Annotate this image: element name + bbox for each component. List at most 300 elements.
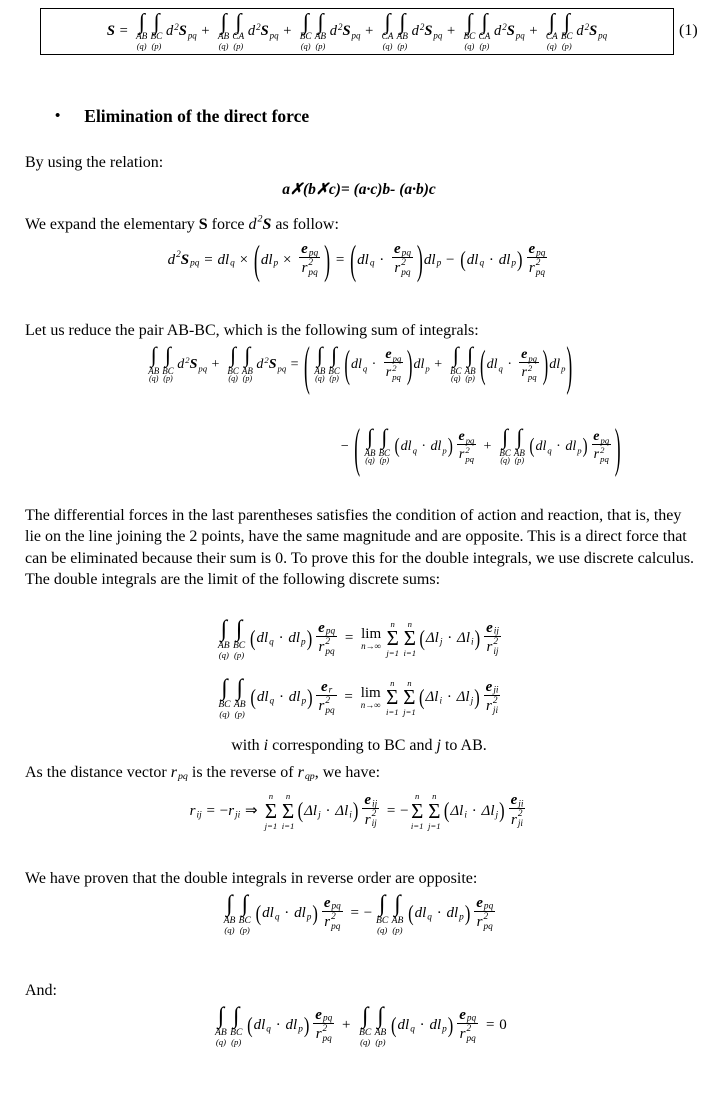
math-double-integral	[545, 9, 573, 51]
math-scripted	[511, 810, 523, 830]
math-italic: d	[493, 22, 502, 39]
math-integral-sublabel: (p)	[234, 708, 245, 719]
math-scripted	[190, 803, 202, 820]
math-italic: r	[189, 802, 196, 819]
integral-icon: ∫	[452, 343, 459, 367]
math-integral-column	[148, 343, 160, 384]
math-text: −	[400, 802, 409, 819]
math-bold-italic: e	[510, 792, 518, 809]
math-italic: Δl	[450, 802, 464, 819]
math-subscript: ij	[493, 646, 499, 657]
math-fraction	[483, 680, 500, 717]
integral-icon: ∫	[563, 9, 570, 34]
math-denominator	[316, 695, 337, 717]
math-subscript: q	[427, 912, 432, 923]
math-subscript: i	[349, 810, 352, 821]
math-scripts	[318, 811, 321, 821]
math-integral-sublabel: (q)	[500, 456, 510, 466]
math-scripts	[308, 259, 317, 279]
math-subscript: j	[318, 810, 321, 821]
math-paren-content	[467, 252, 516, 269]
math-integral-sublabel: (q)	[464, 41, 475, 51]
math-base	[511, 813, 517, 828]
math-integral-sublabel: (q)	[451, 374, 461, 384]
math-subscript: pq	[598, 30, 608, 41]
math-integral-label: AB	[391, 914, 404, 926]
math-superscript: 2	[466, 1023, 472, 1034]
math-base	[316, 1027, 322, 1042]
math-integral-column	[364, 425, 376, 466]
math-double-integral	[499, 425, 525, 466]
close-paren-icon: )	[306, 624, 313, 651]
integral-icon: ∫	[317, 9, 324, 34]
integral-icon: ∫	[150, 343, 157, 367]
math-base	[450, 803, 463, 820]
math-integral-column	[396, 9, 408, 51]
math-subscript: q	[274, 912, 280, 923]
paragraph-and: And:	[25, 982, 57, 999]
math-subscript: p	[577, 445, 582, 456]
math-sum-upper: n	[285, 791, 291, 801]
math-sum-lower: i=1	[385, 707, 399, 718]
math-subscript: p	[425, 363, 430, 374]
math-base	[521, 366, 526, 380]
math-base	[529, 261, 535, 276]
math-base	[324, 896, 331, 911]
math-scripts	[467, 1015, 476, 1025]
math-subscript: j	[495, 810, 499, 821]
math-italic: dl	[498, 251, 511, 268]
math-fraction	[316, 680, 337, 717]
math-bold-italic: S	[260, 22, 269, 39]
math-parenthesized	[394, 434, 454, 458]
math-integral-sublabel: (p)	[233, 41, 244, 51]
math-scripted	[318, 621, 335, 636]
math-base	[477, 915, 483, 930]
math-integral-label: AB	[233, 698, 246, 710]
math-bold-italic: e	[320, 678, 328, 695]
math-paren-content	[262, 905, 311, 922]
math-integral-column	[328, 343, 340, 384]
math-bold-italic: S	[178, 22, 187, 39]
math-italic: j	[436, 737, 441, 754]
math-base	[228, 803, 234, 820]
math-integral-label: AB	[217, 639, 230, 651]
math-bold-italic: S	[262, 216, 272, 233]
math-denominator	[509, 808, 526, 830]
math-subscript: pq	[331, 902, 341, 913]
math-integral-sublabel: (p)	[315, 41, 326, 51]
sigma-icon: Σ	[281, 798, 295, 823]
math-numerator	[383, 348, 403, 362]
math-subscript: pq	[198, 363, 208, 374]
math-italic: dl	[397, 1017, 410, 1034]
math-superscript: 2	[492, 695, 498, 706]
math-integral-sublabel: (q)	[228, 374, 238, 384]
math-integral-label: AB	[223, 914, 236, 926]
math-operator: ·	[379, 251, 385, 268]
math-text: , we have:	[314, 764, 381, 781]
math-integral-sublabel: (p)	[329, 374, 339, 384]
paragraph-relation: By using the relation:	[25, 154, 164, 171]
math-summation	[282, 792, 295, 831]
math-italic: d	[411, 22, 419, 39]
math-scripts	[188, 31, 197, 40]
math-bold-italic: e	[364, 792, 371, 809]
math-scripts	[439, 698, 442, 708]
math-scripts	[536, 259, 545, 279]
math-integral-column	[223, 891, 236, 935]
math-base	[535, 439, 546, 455]
close-paren-icon: )	[307, 683, 313, 710]
math-scripts	[352, 31, 361, 40]
math-integral-label: AB	[148, 365, 160, 376]
math-sum-upper: n	[390, 618, 395, 629]
math-scripted	[459, 430, 475, 444]
math-operator: +	[447, 22, 456, 39]
math-base	[426, 630, 439, 647]
math-italic: r	[394, 260, 401, 277]
math-integral-column	[391, 891, 404, 935]
math-subscript: pq	[433, 30, 443, 41]
math-scripted	[324, 913, 340, 933]
math-italic: dl	[256, 689, 269, 706]
math-base	[315, 1008, 322, 1023]
math-scripted	[429, 1017, 446, 1034]
math-italic: r	[521, 364, 527, 380]
math-scripts	[516, 31, 525, 40]
math-scripted	[357, 252, 374, 269]
integral-icon: ∫	[226, 891, 233, 917]
math-superscript: 2	[401, 258, 406, 268]
math-base	[257, 689, 269, 706]
sigma-icon: Σ	[264, 798, 278, 823]
math-italic: dl	[446, 905, 459, 922]
math-italic: r	[318, 639, 325, 656]
math-scripts	[174, 23, 179, 32]
integral-icon: ∫	[502, 425, 509, 449]
math-scripted	[401, 439, 417, 455]
math-italic: r	[593, 446, 600, 462]
math-denominator	[474, 911, 495, 933]
integral-icon: ∫	[384, 9, 391, 34]
math-parenthesized	[528, 434, 588, 458]
math-scripted	[450, 803, 467, 820]
math-italic: d	[167, 251, 176, 268]
math-parenthesized	[353, 415, 621, 478]
math-scripted	[254, 1017, 271, 1034]
math-scripted	[529, 259, 545, 279]
math-denominator	[457, 444, 476, 464]
math-denominator	[316, 636, 337, 658]
math-integral-sublabel: (q)	[219, 708, 230, 719]
open-paren-icon: (	[253, 236, 260, 283]
math-integral-column	[230, 1003, 243, 1047]
close-paren-icon: )	[447, 1011, 454, 1038]
math-italic: dl	[429, 1017, 442, 1034]
math-integral-sublabel: (q)	[360, 1036, 371, 1047]
math-scripts	[275, 914, 280, 924]
math-subscript: ji	[518, 799, 524, 810]
math-italic: r	[318, 698, 325, 715]
math-denominator	[484, 636, 501, 658]
math-italic: dl	[486, 356, 498, 372]
math-numerator	[519, 348, 539, 362]
math-scripted	[535, 439, 551, 455]
math-subscript: p	[273, 259, 279, 270]
math-scripts	[420, 23, 425, 32]
math-integral-sublabel: (p)	[242, 374, 253, 384]
open-paren-icon: (	[418, 683, 425, 710]
math-italic: dl	[288, 630, 301, 647]
math-integral-label: CA	[545, 32, 558, 43]
sigma-icon: Σ	[403, 685, 416, 710]
math-bold-italic: e	[521, 346, 528, 362]
integral-icon: ∫	[233, 1003, 240, 1029]
math-paren-content	[450, 803, 498, 820]
sigma-icon: Σ	[403, 626, 416, 651]
math-double-integral	[227, 343, 253, 384]
integral-icon: ∫	[153, 9, 160, 34]
paragraph-differential: The differential forces in the last parentheses satisfies the condition of action and reaction, that is, they lie on the line joining the 2 points, have the same magnitude and are opposite. This is a direct force that can be eliminated because their sum is 0. To prove this for the double integrals, we use discrete calculus. The double integrals are the limit of the following discrete sums:	[25, 507, 695, 588]
math-text: As the distance vector	[25, 764, 171, 781]
math-base	[269, 357, 277, 373]
math-operator: ·	[556, 438, 561, 454]
math-summation	[386, 620, 399, 659]
math-integral-column	[217, 616, 230, 660]
math-scripted	[248, 23, 261, 40]
math-italic: dl	[549, 356, 561, 372]
math-limit-label: lim	[361, 625, 382, 642]
math-base	[549, 357, 560, 373]
math-scripted	[324, 896, 341, 911]
math-base	[459, 448, 464, 462]
math-subscript: pq	[465, 435, 475, 446]
math-integral-label: AB	[241, 365, 253, 376]
math-scripts	[410, 1026, 415, 1036]
math-scripts	[484, 903, 493, 913]
math-base	[415, 905, 427, 922]
math-subscript: pq	[392, 353, 402, 364]
math-fraction	[362, 793, 379, 830]
math-superscript: 2	[600, 444, 605, 455]
math-sum-lower: j=1	[386, 648, 399, 659]
math-integral-sublabel: (q)	[224, 924, 235, 935]
math-subscript: q	[369, 259, 375, 270]
math-integral-column	[359, 1003, 372, 1047]
math-subscript: r	[328, 686, 333, 697]
math-integral-label: CA	[232, 32, 245, 43]
math-scripts	[493, 697, 498, 717]
math-subscript: pq	[483, 902, 494, 913]
math-subscript: pq	[190, 259, 200, 270]
math-integral-label: BC	[162, 365, 174, 376]
math-subscript: pq	[528, 353, 537, 364]
math-integral-sublabel: (q)	[365, 456, 375, 466]
math-base	[413, 357, 424, 373]
math-paren-content	[254, 1017, 303, 1034]
math-subscript: i	[464, 810, 467, 821]
math-base	[217, 252, 229, 269]
math-integral-sublabel: (p)	[234, 649, 245, 660]
math-subscript: pq	[331, 921, 341, 932]
math-operator: +	[283, 22, 292, 39]
math-scripts	[401, 259, 410, 279]
math-base	[181, 252, 189, 269]
math-base	[335, 803, 348, 820]
math-denominator	[322, 911, 343, 933]
math-base	[594, 448, 599, 462]
math-operator: =	[335, 251, 345, 268]
math-integral-sublabel: (p)	[397, 41, 408, 51]
math-scripted	[342, 23, 360, 40]
math-base	[576, 23, 583, 40]
math-superscript: 2	[176, 250, 181, 261]
math-operator: ·	[371, 356, 377, 372]
math-subscript: qp	[304, 771, 315, 783]
math-subscript: pq	[325, 627, 336, 638]
open-paren-icon: (	[255, 899, 262, 926]
math-base	[486, 621, 493, 636]
math-scripted	[228, 803, 240, 820]
open-paren-icon: (	[354, 415, 361, 478]
math-operator: ·	[275, 1017, 281, 1034]
math-scripted	[364, 793, 377, 808]
math-base	[459, 1008, 466, 1023]
math-base	[476, 896, 483, 911]
equation-relation	[0, 181, 718, 199]
math-italic: r	[486, 698, 492, 715]
math-integral-column	[560, 9, 573, 51]
math-superscript: 2	[493, 636, 498, 647]
math-italic: dl	[357, 251, 369, 268]
math-base	[351, 357, 362, 373]
math-scripts	[402, 249, 411, 259]
math-sum-lower: j=1	[264, 820, 278, 831]
integral-icon: ∫	[235, 9, 242, 34]
math-scripted	[425, 689, 442, 706]
math-italic: dl	[350, 356, 362, 372]
math-scripted	[511, 793, 524, 808]
math-base	[364, 793, 371, 808]
math-superscript: 2	[465, 444, 470, 455]
integral-icon: ∫	[481, 9, 488, 34]
math-scripts	[338, 23, 343, 32]
math-fraction	[392, 242, 413, 279]
math-italic: dl	[535, 438, 547, 454]
math-operator: =	[119, 22, 128, 39]
math-numerator	[526, 242, 547, 257]
close-paren-icon: )	[474, 624, 481, 651]
open-paren-icon: (	[480, 342, 486, 387]
math-integral-column	[376, 891, 389, 935]
math-integral-sublabel: (q)	[148, 374, 159, 384]
math-base	[171, 762, 177, 783]
math-base	[321, 680, 328, 695]
math-scripted	[565, 439, 581, 455]
math-sum-upper: n	[407, 618, 412, 629]
math-subscript: q	[498, 363, 503, 374]
math-superscript: 2	[392, 362, 397, 373]
math-scripted	[269, 357, 286, 373]
math-integral-label: BC	[376, 914, 389, 926]
math-bold-italic: e	[486, 619, 493, 636]
math-scripts	[479, 260, 484, 270]
integral-icon: ∫	[516, 425, 523, 449]
math-scripted	[486, 680, 499, 695]
math-base	[459, 430, 465, 444]
math-integral-column	[232, 9, 245, 51]
math-base	[179, 23, 187, 40]
math-scripted	[286, 1017, 303, 1034]
math-superscript: 2	[337, 21, 343, 32]
math-double-integral	[463, 9, 491, 51]
math-operator: +	[201, 22, 210, 39]
integral-icon: ∫	[316, 343, 323, 367]
integral-icon: ∫	[236, 675, 243, 701]
math-scripts	[465, 446, 474, 464]
math-paren-content	[426, 630, 474, 647]
math-italic: dl	[262, 905, 274, 922]
math-scripts	[502, 23, 507, 32]
open-paren-icon: (	[247, 1011, 253, 1038]
math-subscript: pq	[392, 371, 401, 382]
open-paren-icon: (	[529, 434, 535, 458]
math-scripted	[262, 905, 279, 922]
math-scripted	[168, 252, 181, 269]
math-base	[431, 439, 442, 455]
math-italic: dl	[285, 1017, 298, 1034]
math-subscript: pq	[535, 267, 546, 278]
close-paren-icon: )	[303, 1011, 310, 1038]
math-integral-label: BC	[560, 32, 573, 43]
math-scripted	[335, 803, 352, 820]
math-integral-label: BC	[150, 32, 163, 43]
math-scripted	[319, 638, 335, 658]
math-subscript: j	[439, 637, 443, 648]
paragraph-proven: We have proven that the double integrals in reverse order are opposite:	[25, 870, 478, 887]
math-scripted	[315, 1008, 332, 1023]
math-bold-italic: e	[476, 894, 483, 911]
math-text: −	[219, 802, 229, 819]
math-sum-upper: n	[415, 791, 420, 801]
math-italic: dl	[256, 630, 269, 647]
math-scripts	[528, 354, 537, 363]
math-italic: r	[324, 914, 331, 931]
math-scripts	[601, 436, 610, 445]
math-italic: Δl	[457, 630, 471, 647]
math-denominator	[592, 444, 611, 464]
math-scripts	[464, 811, 467, 821]
math-integral-label: AB	[364, 447, 376, 458]
close-paren-icon: )	[464, 899, 471, 926]
math-scripted	[394, 259, 410, 279]
math-italic: r	[170, 764, 177, 781]
math-scripted	[457, 630, 474, 647]
math-scripted	[166, 23, 179, 40]
math-scripted	[261, 252, 278, 269]
math-italic: d	[247, 22, 256, 39]
math-subscript: p	[442, 445, 447, 456]
math-bold-italic: S	[424, 22, 433, 39]
math-sum-lower: i=1	[403, 648, 417, 659]
math-integral-column	[233, 675, 246, 719]
integral-icon: ∫	[221, 675, 228, 701]
math-italic: r	[510, 811, 517, 828]
math-superscript: 2	[322, 1023, 328, 1034]
math-subscript: pq	[536, 248, 546, 259]
math-limit-lower: n→∞	[360, 699, 381, 710]
